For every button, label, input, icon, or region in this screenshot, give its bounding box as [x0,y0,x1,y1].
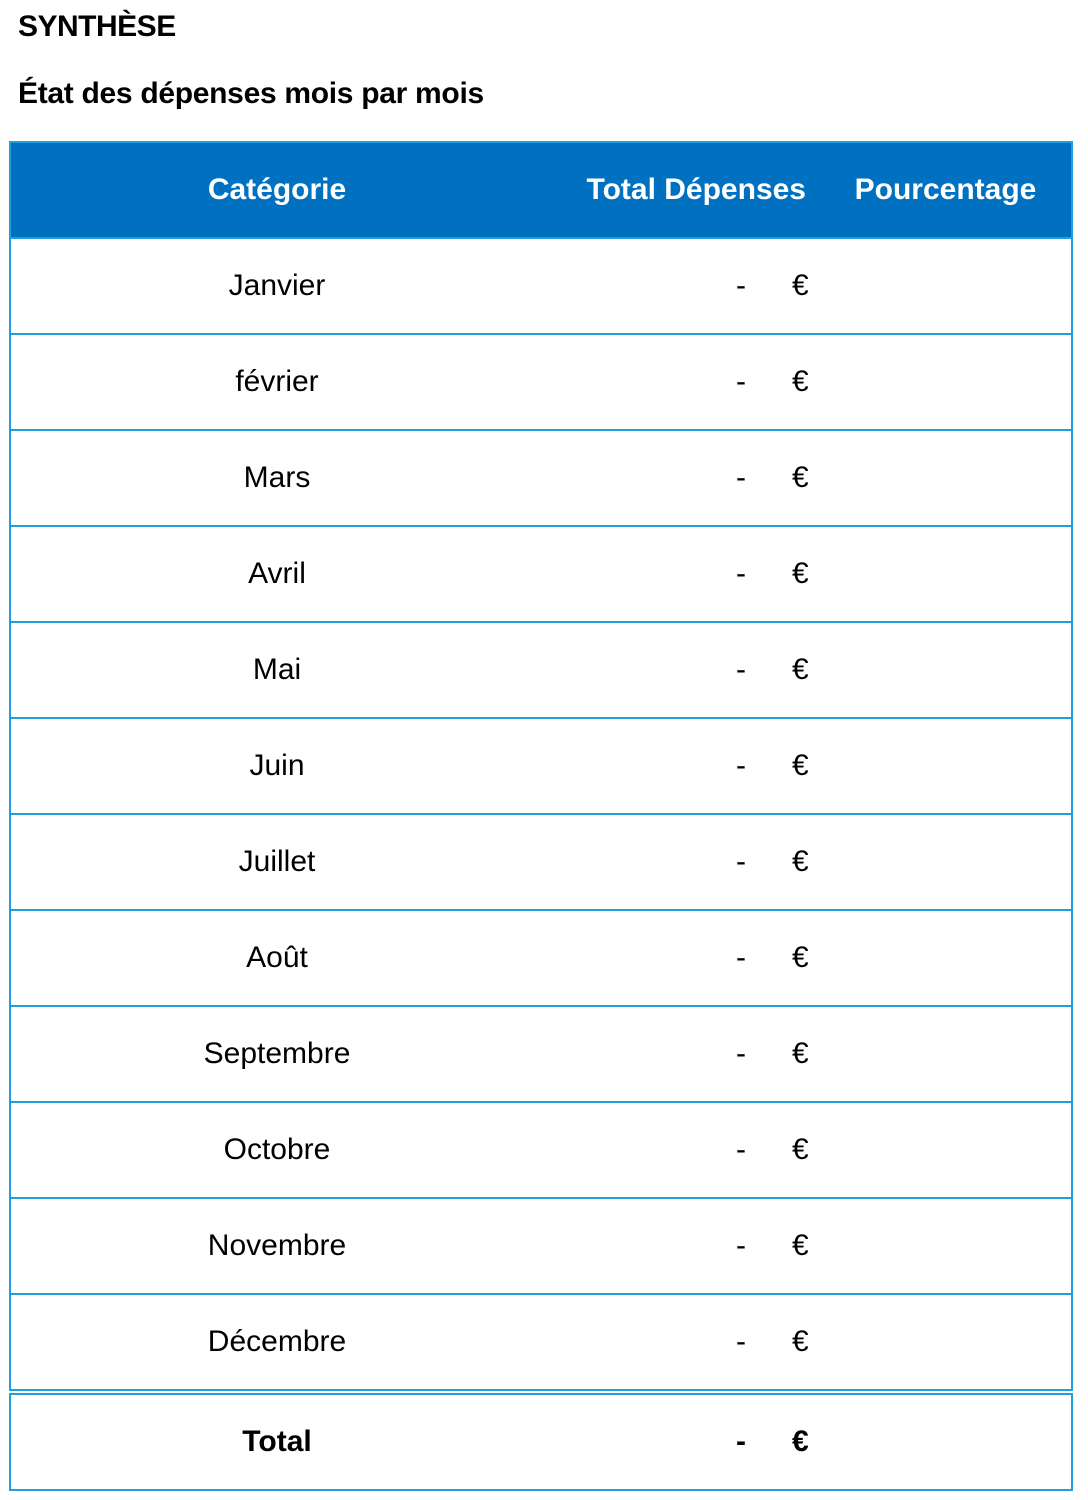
cell-category: Juin [10,718,543,814]
table-row [10,334,1072,430]
currency-symbol: € [792,845,809,878]
table-row [10,814,1072,910]
expenses-table [9,141,1073,1491]
currency-symbol: € [792,941,809,974]
cell-category: Avril [10,526,543,622]
table-row [10,622,1072,718]
table-row [10,1198,1072,1294]
cell-category: Août [10,910,543,1006]
currency-symbol: € [792,461,809,494]
cell-category: Mai [10,622,543,718]
cell-percent [820,1006,1072,1102]
cell-amount [543,1102,820,1198]
amount-value: - [736,1133,746,1166]
cell-category: Septembre [10,1006,543,1102]
cell-percent [820,1198,1072,1294]
cell-percent [820,526,1072,622]
cell-category: Mars [10,430,543,526]
cell-amount [543,1294,820,1392]
cell-amount [543,238,820,334]
section-subtitle: État des dépenses mois par mois [18,77,484,110]
amount-value: - [736,1229,746,1262]
amount-value: - [736,1037,746,1070]
table-row [10,1006,1072,1102]
table-row [10,1102,1072,1198]
currency-symbol: € [792,749,809,782]
cell-amount [543,1006,820,1102]
currency-symbol: € [792,1425,809,1458]
total-percent [820,1392,1072,1490]
cell-amount [543,622,820,718]
column-header-percentage: Pourcentage [820,142,1072,238]
cell-percent [820,718,1072,814]
amount-value: - [736,365,746,398]
table-row [10,1294,1072,1392]
cell-category: Juillet [10,814,543,910]
table-row [10,238,1072,334]
currency-symbol: € [792,1325,809,1358]
amount-value: - [736,653,746,686]
amount-value: - [736,845,746,878]
cell-percent [820,238,1072,334]
cell-category: Décembre [10,1294,543,1392]
cell-amount [543,526,820,622]
total-row [10,1392,1072,1490]
cell-category: Janvier [10,238,543,334]
cell-percent [820,1294,1072,1392]
column-header-category: Catégorie [10,142,543,238]
page-title: SYNTHÈSE [18,10,176,43]
table-row [10,910,1072,1006]
cell-percent [820,910,1072,1006]
cell-category: Novembre [10,1198,543,1294]
currency-symbol: € [792,269,809,302]
column-header-total: Total Dépenses [543,142,820,238]
cell-amount [543,910,820,1006]
total-amount-value: - [736,1425,746,1458]
table-row [10,526,1072,622]
cell-amount [543,718,820,814]
cell-percent [820,430,1072,526]
cell-amount [543,334,820,430]
currency-symbol: € [792,1037,809,1070]
table-row [10,430,1072,526]
currency-symbol: € [792,365,809,398]
amount-value: - [736,557,746,590]
cell-amount [543,430,820,526]
amount-value: - [736,749,746,782]
amount-value: - [736,269,746,302]
amount-value: - [736,461,746,494]
cell-percent [820,1102,1072,1198]
currency-symbol: € [792,1133,809,1166]
cell-amount [543,1198,820,1294]
amount-value: - [736,941,746,974]
cell-amount [543,814,820,910]
cell-percent [820,334,1072,430]
currency-symbol: € [792,1229,809,1262]
cell-category: février [10,334,543,430]
amount-value: - [736,1325,746,1358]
table-row [10,718,1072,814]
total-label: Total [10,1392,543,1490]
table-header-row [10,142,1072,238]
cell-category: Octobre [10,1102,543,1198]
currency-symbol: € [792,653,809,686]
total-amount [543,1392,820,1490]
cell-percent [820,814,1072,910]
cell-percent [820,622,1072,718]
currency-symbol: € [792,557,809,590]
